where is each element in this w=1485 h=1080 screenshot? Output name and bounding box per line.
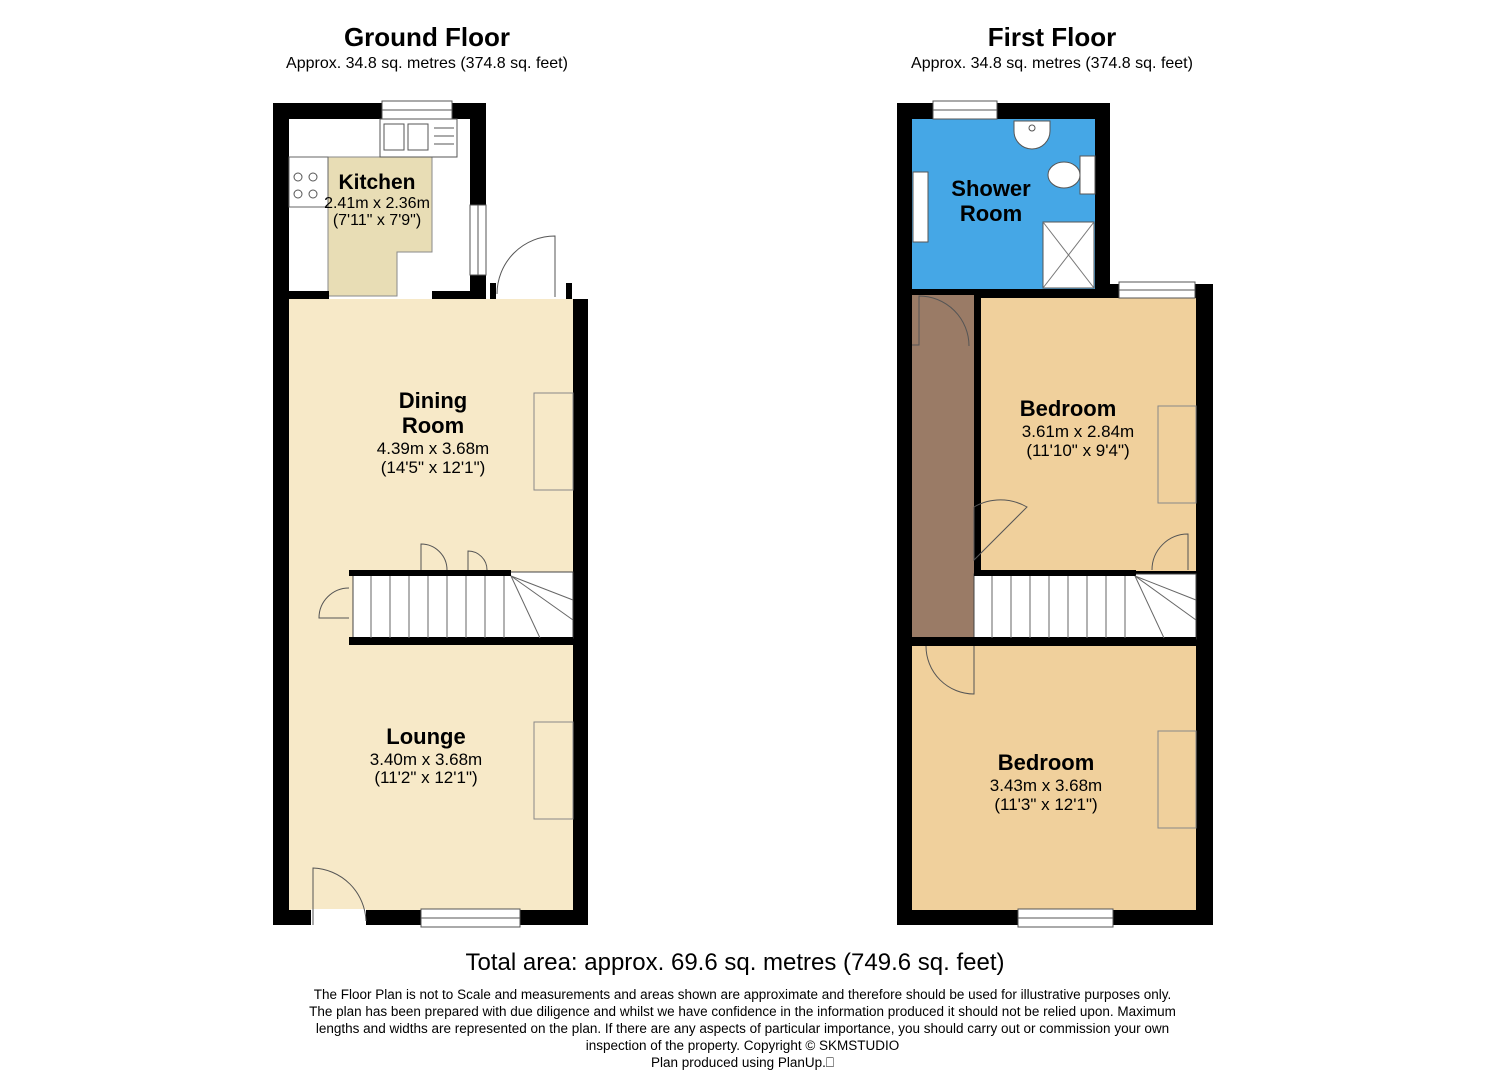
lounge-label: Lounge xyxy=(386,724,466,749)
disclaimer-line-1: The Floor Plan is not to Scale and measurements and areas shown are approximate and therefore should be used for illustrative purposes only. xyxy=(313,987,1172,1002)
kitchen-dim-m: 2.41m x 2.36m xyxy=(324,195,430,212)
dining-room-label-1: Dining xyxy=(398,388,468,413)
dining-room-dim-m: 4.39m x 3.68m xyxy=(376,439,490,458)
kitchen-label: Kitchen xyxy=(338,171,416,194)
disclaimer-line-4: inspection of the property. Copyright © SKMSTUDIO xyxy=(585,1038,900,1053)
disclaimer-line-3: lengths and widths are represented on the plan. If there are any aspects of particular importance, you should carry out or commission your own xyxy=(315,1021,1170,1036)
bedroom-1-dim-ft: (11'10" x 9'4") xyxy=(1026,441,1130,460)
bedroom-2-label: Bedroom xyxy=(997,750,1095,775)
bedroom-2-dim-m: 3.43m x 3.68m xyxy=(989,776,1103,795)
disclaimer-line-2: The plan has been prepared with due diligence and whilst we have confidence in the information produced it should not be relied upon. Maximum xyxy=(309,1004,1176,1019)
shower-room-label-2: Room xyxy=(959,201,1023,226)
first-floor-title: First Floor xyxy=(987,22,1117,52)
dining-room-dim-ft: (14'5" x 12'1") xyxy=(380,458,486,477)
disclaimer xyxy=(240,986,1245,1071)
lounge-dim-m: 3.40m x 3.68m xyxy=(369,750,483,769)
kitchen-dim-ft: (7'11" x 7'9") xyxy=(332,212,422,229)
ground-floor-title: Ground Floor xyxy=(343,22,511,52)
shower-room-label-1: Shower xyxy=(951,176,1031,201)
bedroom-2-dim-ft: (11'3" x 12'1") xyxy=(994,795,1098,814)
bedroom-1-label: Bedroom xyxy=(1019,396,1117,421)
disclaimer-line-5: Plan produced using PlanUp.⎕ xyxy=(651,1055,834,1070)
bedroom-1-dim-m: 3.61m x 2.84m xyxy=(1021,422,1135,441)
ground-floor-area: Approx. 34.8 sq. metres (374.8 sq. feet) xyxy=(286,55,568,72)
lounge-dim-ft: (11'2" x 12'1") xyxy=(374,768,478,787)
total-area: Total area: approx. 69.6 sq. metres (749.6 sq. feet) xyxy=(465,949,1005,976)
dining-room-label-2: Room xyxy=(401,413,465,438)
first-floor-area: Approx. 34.8 sq. metres (374.8 sq. feet) xyxy=(911,55,1193,72)
